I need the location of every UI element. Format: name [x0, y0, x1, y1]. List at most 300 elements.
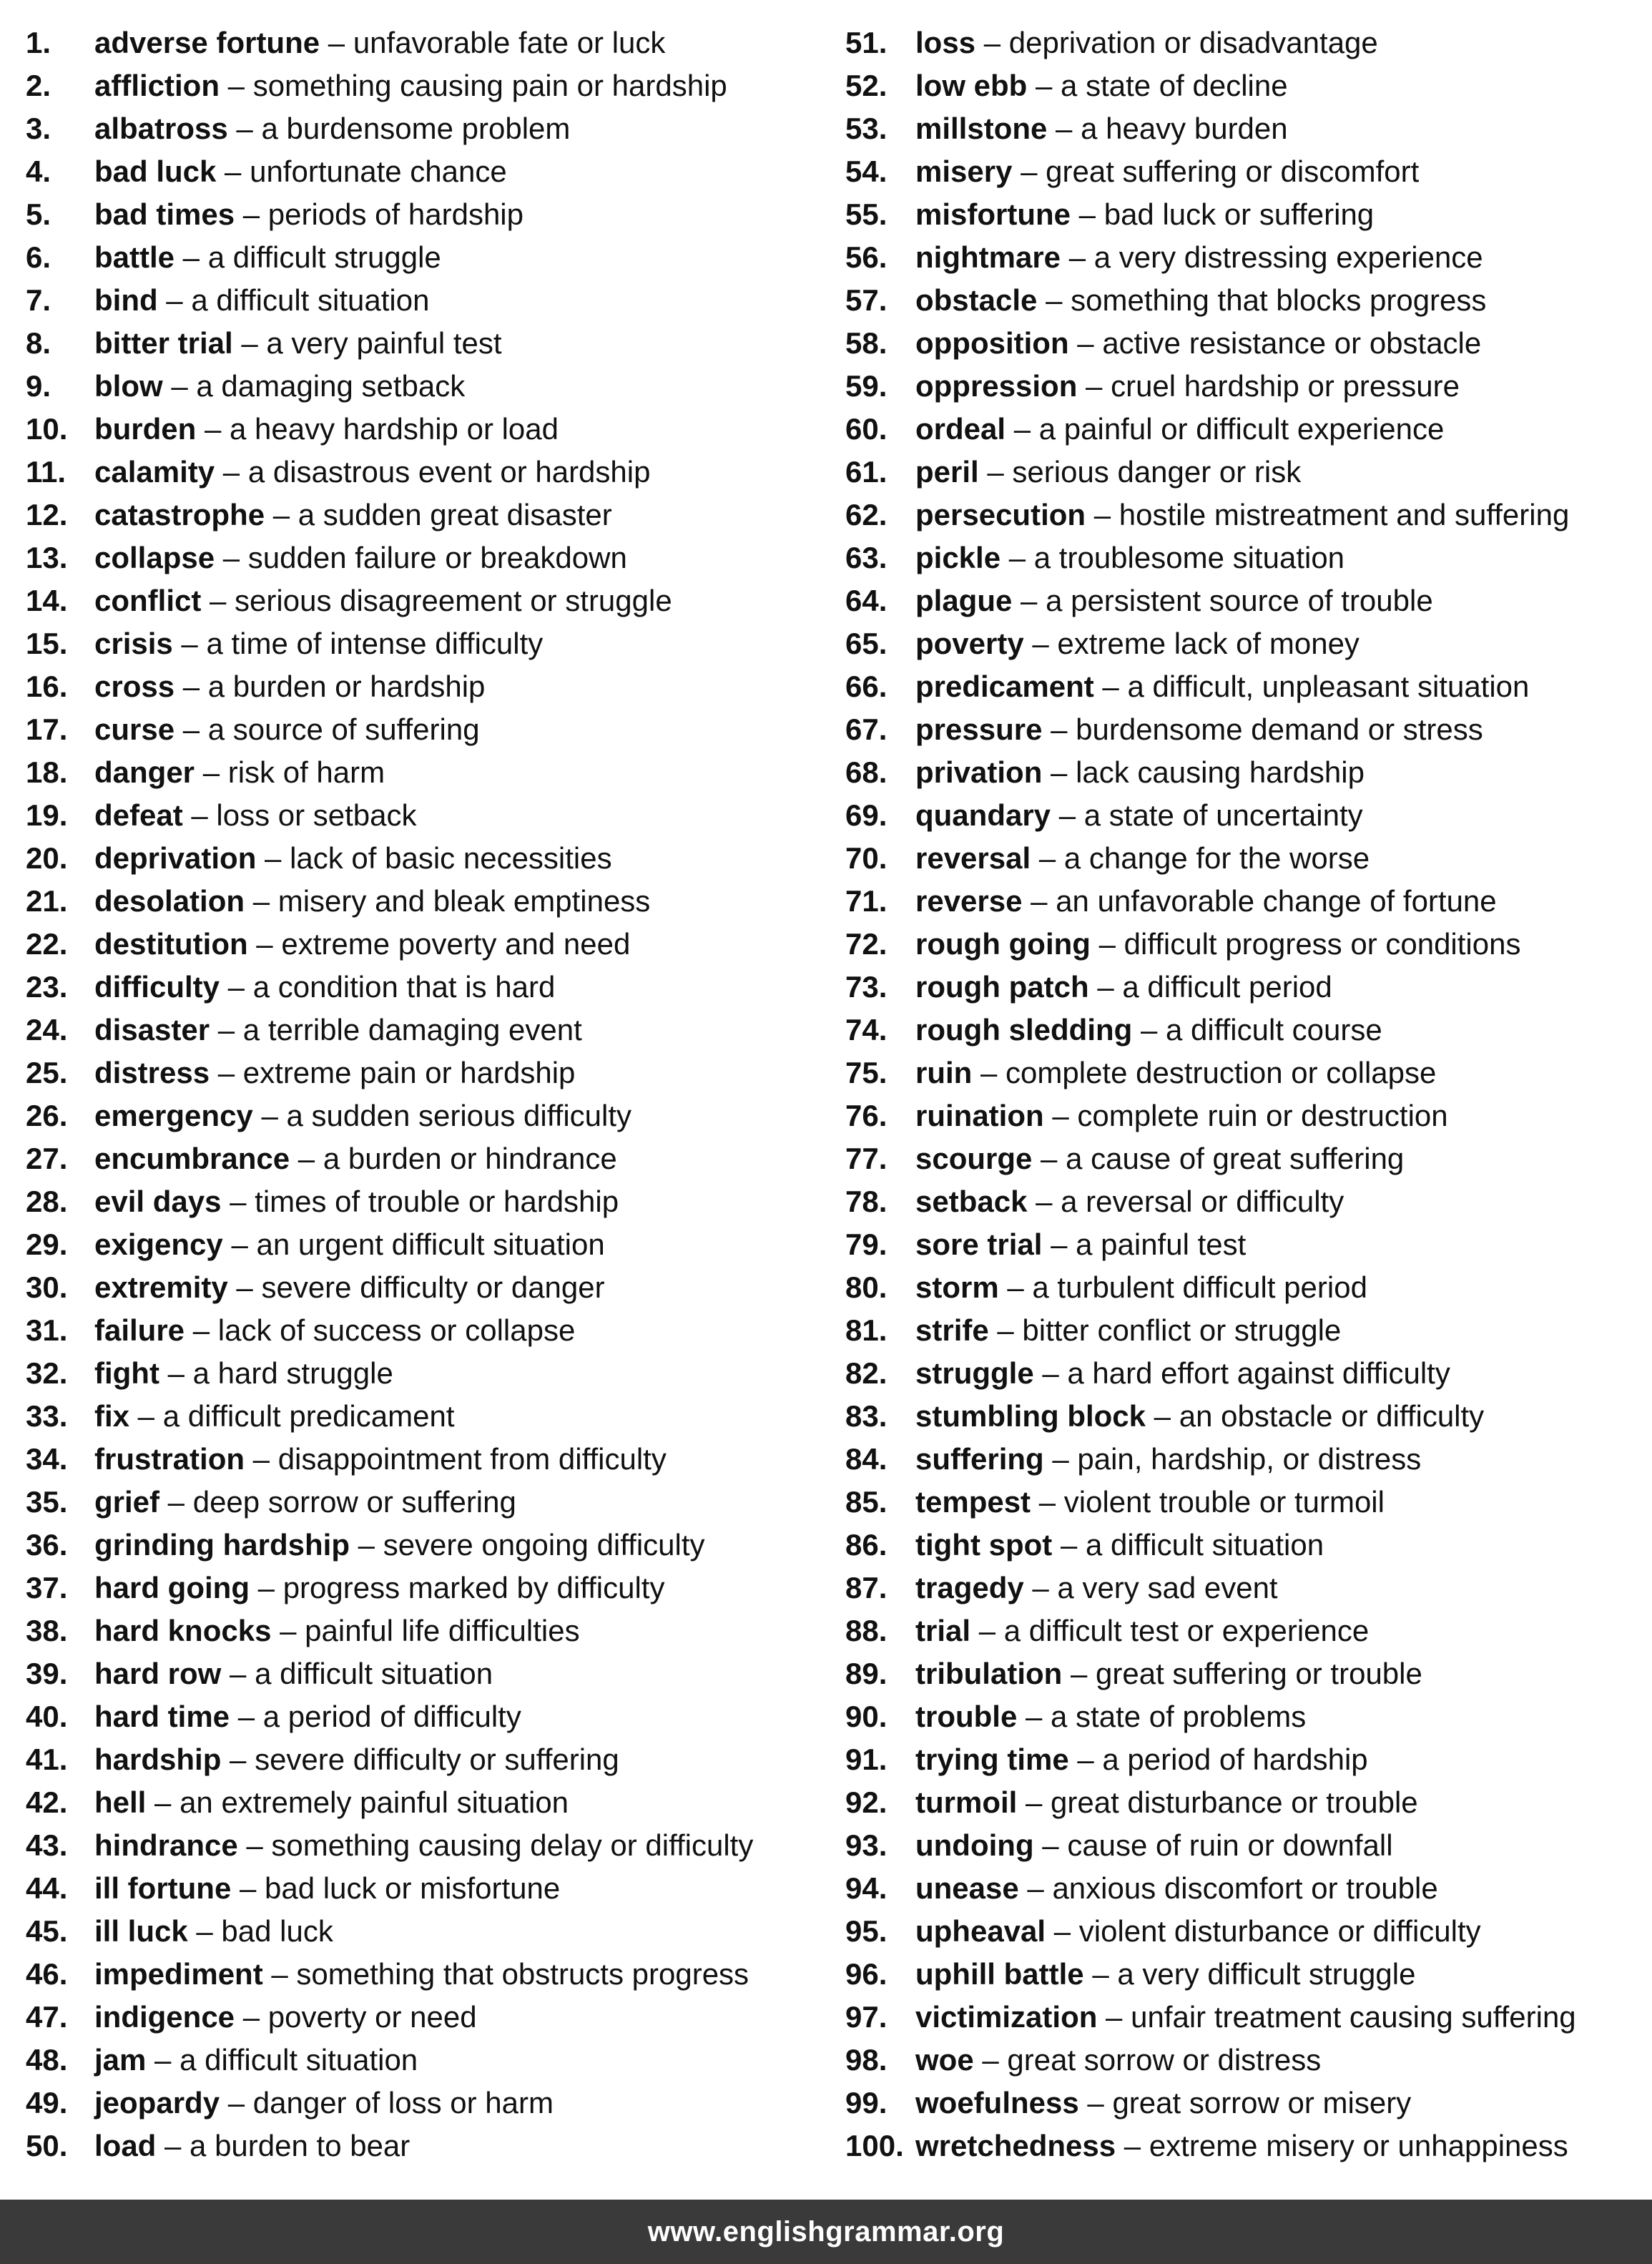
item-word: low ebb [915, 69, 1028, 102]
item-word: persecution [915, 498, 1086, 531]
item-separator: – [221, 1657, 255, 1690]
list-item [845, 1567, 1646, 1609]
item-word: opposition [915, 326, 1069, 360]
item-number: 24. [26, 1013, 68, 1047]
list-item [26, 408, 834, 451]
item-definition: a time of intense difficulty [206, 627, 544, 660]
item-definition: an unfavorable change of fortune [1056, 884, 1497, 918]
item-number: 10. [26, 412, 68, 446]
item-separator: – [231, 1871, 265, 1905]
list-item [26, 1652, 834, 1695]
item-number: 51. [845, 26, 888, 59]
list-item [845, 150, 1646, 193]
item-word: loss [915, 26, 976, 59]
item-number: 75. [845, 1056, 888, 1089]
item-word: storm [915, 1270, 999, 1304]
item-separator: – [237, 1828, 272, 1862]
item-number: 46. [26, 1957, 68, 1991]
list-item [26, 1438, 834, 1481]
list-item [845, 923, 1646, 966]
item-word: bad luck [94, 155, 217, 188]
item-separator: – [146, 1785, 180, 1819]
item-separator: – [271, 1614, 305, 1647]
list-item [845, 966, 1646, 1009]
item-separator: – [1027, 1185, 1061, 1218]
item-definition: burdensome demand or stress [1076, 712, 1483, 746]
item-word: sore trial [915, 1227, 1043, 1261]
item-word: fight [94, 1356, 159, 1390]
item-word: ordeal [915, 412, 1006, 446]
item-word: grinding hardship [94, 1528, 350, 1562]
list-item [26, 193, 834, 236]
item-definition: loss or setback [216, 798, 417, 832]
item-word: hindrance [94, 1828, 238, 1862]
item-word: peril [915, 455, 979, 489]
item-definition: a difficult struggle [207, 240, 441, 274]
item-number: 80. [845, 1270, 888, 1304]
item-separator: – [187, 1914, 222, 1948]
item-separator: – [252, 1099, 287, 1132]
item-separator: – [1086, 498, 1119, 531]
item-number: 61. [845, 455, 888, 489]
item-number: 38. [26, 1614, 68, 1647]
item-word: setback [915, 1185, 1028, 1218]
item-definition: complete ruin or destruction [1077, 1099, 1448, 1132]
item-separator: – [1043, 1099, 1078, 1132]
item-separator: – [1061, 240, 1094, 274]
item-word: battle [94, 240, 175, 274]
item-word: affliction [94, 69, 220, 102]
item-separator: – [129, 1399, 163, 1433]
list-item [26, 2039, 834, 2082]
item-definition: a state of uncertainty [1083, 798, 1363, 832]
item-definition: cause of ruin or downfall [1067, 1828, 1393, 1862]
footer-url[interactable]: www.englishgrammar.org [647, 2215, 1005, 2248]
item-separator: – [235, 197, 268, 231]
item-separator: – [256, 841, 290, 875]
item-number: 57. [845, 283, 888, 317]
list-item [26, 1953, 834, 1996]
item-word: quandary [915, 798, 1051, 832]
item-number: 100. [845, 2129, 904, 2162]
item-definition: an extremely painful situation [180, 1785, 569, 1819]
item-definition: violent trouble or turmoil [1063, 1485, 1385, 1519]
item-separator: – [1071, 197, 1104, 231]
item-number: 20. [26, 841, 68, 875]
item-separator: – [1077, 369, 1111, 403]
list-item [26, 1052, 834, 1094]
item-separator: – [196, 412, 230, 446]
item-separator: – [1042, 755, 1076, 789]
item-number: 45. [26, 1914, 68, 1948]
item-separator: – [1033, 1828, 1068, 1862]
item-definition: a difficult predicament [162, 1399, 455, 1433]
list-item [845, 1481, 1646, 1524]
item-separator: – [1032, 1142, 1066, 1175]
item-number: 39. [26, 1657, 68, 1690]
list-item [26, 1266, 834, 1309]
item-separator: – [320, 26, 353, 59]
item-definition: a source of suffering [207, 712, 480, 746]
list-item [26, 1352, 834, 1395]
item-number: 5. [26, 197, 51, 231]
item-number: 54. [845, 155, 888, 188]
list-item [26, 365, 834, 408]
item-word: disaster [94, 1013, 210, 1047]
list-item [26, 1309, 834, 1352]
item-definition: severe ongoing difficulty [383, 1528, 705, 1562]
item-number: 66. [845, 670, 888, 703]
item-separator: – [1046, 1914, 1079, 1948]
list-item [26, 837, 834, 880]
item-number: 93. [845, 1828, 888, 1862]
item-definition: something that blocks progress [1071, 283, 1487, 317]
item-number: 42. [26, 1785, 68, 1819]
list-item [26, 2082, 834, 2125]
item-separator: – [174, 240, 208, 274]
item-number: 48. [26, 2043, 68, 2077]
list-item [845, 1266, 1646, 1309]
item-word: tempest [915, 1485, 1031, 1519]
item-separator: – [1083, 1957, 1118, 1991]
item-number: 74. [845, 1013, 888, 1047]
item-separator: – [970, 1614, 1004, 1647]
item-definition: great suffering or trouble [1096, 1657, 1422, 1690]
list-item [26, 579, 834, 622]
item-definition: severe difficulty or suffering [255, 1743, 619, 1776]
item-definition: great disturbance or trouble [1051, 1785, 1418, 1819]
item-number: 37. [26, 1571, 68, 1604]
item-definition: extreme misery or unhappiness [1149, 2129, 1568, 2162]
item-definition: a difficult situation [255, 1657, 493, 1690]
item-separator: – [216, 155, 250, 188]
item-separator: – [1042, 1227, 1076, 1261]
list-item [845, 2039, 1646, 2082]
item-word: collapse [94, 541, 215, 574]
item-word: hard time [94, 1700, 230, 1733]
item-separator: – [210, 1056, 243, 1089]
item-definition: a heavy hardship or load [230, 412, 559, 446]
item-number: 8. [26, 326, 51, 360]
list-item [26, 1180, 834, 1223]
item-number: 4. [26, 155, 51, 188]
item-definition: periods of hardship [267, 197, 523, 231]
list-item [26, 665, 834, 708]
item-word: destitution [94, 927, 248, 961]
item-definition: a difficult situation [1085, 1528, 1324, 1562]
item-word: jam [94, 2043, 147, 2077]
item-definition: a troublesome situation [1033, 541, 1345, 574]
item-separator: – [174, 670, 208, 703]
item-word: difficulty [94, 970, 220, 1004]
list-item [845, 322, 1646, 365]
item-separator: – [1037, 283, 1071, 317]
list-item [26, 880, 834, 923]
list-item [26, 1996, 834, 2039]
item-number: 6. [26, 240, 51, 274]
item-separator: – [230, 1700, 263, 1733]
item-definition: extreme pain or hardship [242, 1056, 576, 1089]
item-word: blow [94, 369, 163, 403]
item-definition: poverty or need [267, 2000, 477, 2034]
item-separator: – [262, 1957, 297, 1991]
list-item [845, 1009, 1646, 1052]
item-word: exigency [94, 1227, 223, 1261]
item-separator: – [1068, 326, 1103, 360]
item-separator: – [1012, 155, 1046, 188]
item-definition: a painful or difficult experience [1038, 412, 1445, 446]
list-item [845, 1996, 1646, 2039]
list-item [26, 794, 834, 837]
item-word: bind [94, 283, 158, 317]
list-item [26, 1824, 834, 1867]
item-separator: – [245, 1442, 278, 1476]
item-definition: disappointment from difficulty [277, 1442, 667, 1476]
item-word: ill luck [94, 1914, 188, 1948]
item-word: conflict [94, 584, 202, 617]
item-word: hell [94, 1785, 147, 1819]
item-separator: – [1093, 670, 1128, 703]
list-item [845, 21, 1646, 64]
item-separator: – [1052, 1528, 1086, 1562]
list-item [845, 1609, 1646, 1652]
list-item [845, 365, 1646, 408]
item-number: 2. [26, 69, 51, 102]
item-number: 60. [845, 412, 888, 446]
item-number: 17. [26, 712, 68, 746]
item-separator: – [245, 884, 278, 918]
item-separator: – [1006, 412, 1039, 446]
item-separator: – [222, 1227, 257, 1261]
list-item [845, 622, 1646, 665]
list-item [26, 1567, 834, 1609]
list-item [845, 236, 1646, 279]
item-number: 7. [26, 283, 51, 317]
item-number: 9. [26, 369, 51, 403]
item-word: rough going [915, 927, 1091, 961]
item-definition: a disastrous event or hardship [247, 455, 651, 489]
item-word: emergency [94, 1099, 253, 1132]
item-word: uphill battle [915, 1957, 1084, 1991]
list-item [845, 794, 1646, 837]
item-number: 13. [26, 541, 68, 574]
item-word: reversal [915, 841, 1031, 875]
item-separator: – [1031, 841, 1064, 875]
item-number: 3. [26, 112, 51, 145]
item-word: rough patch [915, 970, 1089, 1004]
item-separator: – [972, 1056, 1006, 1089]
item-separator: – [1031, 1485, 1064, 1519]
item-separator: – [1146, 1399, 1179, 1433]
item-separator: – [156, 2129, 190, 2162]
list-item [845, 1438, 1646, 1481]
item-number: 59. [845, 369, 888, 403]
item-definition: unfavorable fate or luck [353, 26, 666, 59]
list-item [845, 1695, 1646, 1738]
item-number: 28. [26, 1185, 68, 1218]
item-word: scourge [915, 1142, 1033, 1175]
list-item [845, 2125, 1646, 2167]
item-number: 22. [26, 927, 68, 961]
item-number: 73. [845, 970, 888, 1004]
item-separator: – [146, 2043, 180, 2077]
item-separator: – [235, 2000, 268, 2034]
list-item [26, 1223, 834, 1266]
item-separator: – [1088, 970, 1123, 1004]
item-number: 55. [845, 197, 888, 231]
item-word: woe [915, 2043, 974, 2077]
item-word: danger [94, 755, 195, 789]
list-item [26, 21, 834, 64]
item-number: 27. [26, 1142, 68, 1175]
list-item [845, 1309, 1646, 1352]
list-item [26, 1137, 834, 1180]
item-word: fix [94, 1399, 130, 1433]
item-number: 32. [26, 1356, 68, 1390]
item-number: 76. [845, 1099, 888, 1132]
item-separator: – [220, 69, 253, 102]
item-definition: cruel hardship or pressure [1111, 369, 1460, 403]
item-number: 89. [845, 1657, 888, 1690]
item-number: 18. [26, 755, 68, 789]
item-definition: a damaging setback [196, 369, 466, 403]
item-number: 47. [26, 2000, 68, 2034]
list-item [26, 1395, 834, 1438]
item-number: 62. [845, 498, 888, 531]
item-definition: sudden failure or breakdown [247, 541, 627, 574]
list-item [845, 408, 1646, 451]
item-number: 82. [845, 1356, 888, 1390]
item-number: 53. [845, 112, 888, 145]
list-item [845, 1223, 1646, 1266]
list-item [845, 279, 1646, 322]
item-separator: – [247, 927, 282, 961]
item-definition: a difficult period [1122, 970, 1332, 1004]
right-column [845, 21, 1646, 2167]
item-definition: lack of success or collapse [217, 1313, 576, 1347]
list-item [26, 1738, 834, 1781]
list-item [845, 880, 1646, 923]
item-separator: – [1042, 712, 1076, 746]
item-word: extremity [94, 1270, 228, 1304]
list-item [26, 1609, 834, 1652]
list-item [845, 1781, 1646, 1824]
item-separator: – [227, 1270, 262, 1304]
item-number: 34. [26, 1442, 68, 1476]
item-word: predicament [915, 670, 1094, 703]
item-separator: – [232, 326, 267, 360]
item-definition: something causing delay or difficulty [271, 1828, 754, 1862]
item-separator: – [172, 627, 207, 660]
item-definition: a difficult situation [191, 283, 430, 317]
item-separator: – [265, 498, 298, 531]
item-definition: unfortunate chance [250, 155, 507, 188]
item-word: struggle [915, 1356, 1034, 1390]
item-word: deprivation [94, 841, 257, 875]
item-definition: a very painful test [266, 326, 502, 360]
item-number: 96. [845, 1957, 888, 1991]
item-word: trial [915, 1614, 971, 1647]
item-definition: a difficult situation [180, 2043, 418, 2077]
list-item [26, 107, 834, 150]
item-separator: – [978, 455, 1013, 489]
item-word: burden [94, 412, 197, 446]
item-number: 30. [26, 1270, 68, 1304]
item-number: 92. [845, 1785, 888, 1819]
list-item [845, 193, 1646, 236]
item-definition: a painful test [1076, 1227, 1247, 1261]
item-number: 35. [26, 1485, 68, 1519]
item-word: calamity [94, 455, 215, 489]
list-item [26, 64, 834, 107]
item-number: 14. [26, 584, 68, 617]
item-word: cross [94, 670, 175, 703]
item-definition: an obstacle or difficulty [1179, 1399, 1485, 1433]
item-definition: bad luck or misfortune [265, 1871, 561, 1905]
item-number: 85. [845, 1485, 888, 1519]
item-separator: – [201, 584, 235, 617]
item-number: 88. [845, 1614, 888, 1647]
item-number: 23. [26, 970, 68, 1004]
item-definition: a difficult course [1166, 1013, 1382, 1047]
item-definition: deep sorrow or suffering [192, 1485, 516, 1519]
item-separator: – [1116, 2129, 1149, 2162]
item-separator: – [1097, 2000, 1131, 2034]
item-number: 1. [26, 26, 51, 59]
item-word: misery [915, 155, 1013, 188]
item-separator: – [215, 541, 248, 574]
item-word: victimization [915, 2000, 1098, 2034]
item-definition: a terrible damaging event [242, 1013, 582, 1047]
item-definition: pain, hardship, or distress [1077, 1442, 1422, 1476]
item-word: catastrophe [94, 498, 265, 531]
item-word: misfortune [915, 197, 1071, 231]
item-word: undoing [915, 1828, 1034, 1862]
item-definition: something causing pain or hardship [252, 69, 727, 102]
item-number: 90. [845, 1700, 888, 1733]
item-separator: – [185, 1313, 218, 1347]
footer-bar [0, 2200, 1652, 2264]
item-definition: a burden or hindrance [323, 1142, 617, 1175]
item-word: desolation [94, 884, 245, 918]
list-item [845, 64, 1646, 107]
item-definition: great sorrow or misery [1112, 2086, 1412, 2120]
list-item [26, 622, 834, 665]
item-word: crisis [94, 627, 173, 660]
item-number: 44. [26, 1871, 68, 1905]
item-word: upheaval [915, 1914, 1046, 1948]
item-definition: a very sad event [1057, 1571, 1278, 1604]
item-separator: – [1023, 1571, 1058, 1604]
list-item [845, 1395, 1646, 1438]
list-item [845, 1352, 1646, 1395]
item-word: rough sledding [915, 1013, 1133, 1047]
item-definition: lack causing hardship [1076, 755, 1365, 789]
item-number: 33. [26, 1399, 68, 1433]
item-number: 99. [845, 2086, 888, 2120]
item-number: 68. [845, 755, 888, 789]
item-definition: serious danger or risk [1012, 455, 1302, 489]
item-word: curse [94, 712, 175, 746]
left-column [26, 21, 834, 2167]
item-separator: – [1018, 1871, 1053, 1905]
item-definition: extreme lack of money [1057, 627, 1360, 660]
item-definition: a change for the worse [1063, 841, 1370, 875]
item-word: strife [915, 1313, 989, 1347]
item-word: jeopardy [94, 2086, 220, 2120]
item-number: 25. [26, 1056, 68, 1089]
item-definition: a cause of great suffering [1066, 1142, 1405, 1175]
